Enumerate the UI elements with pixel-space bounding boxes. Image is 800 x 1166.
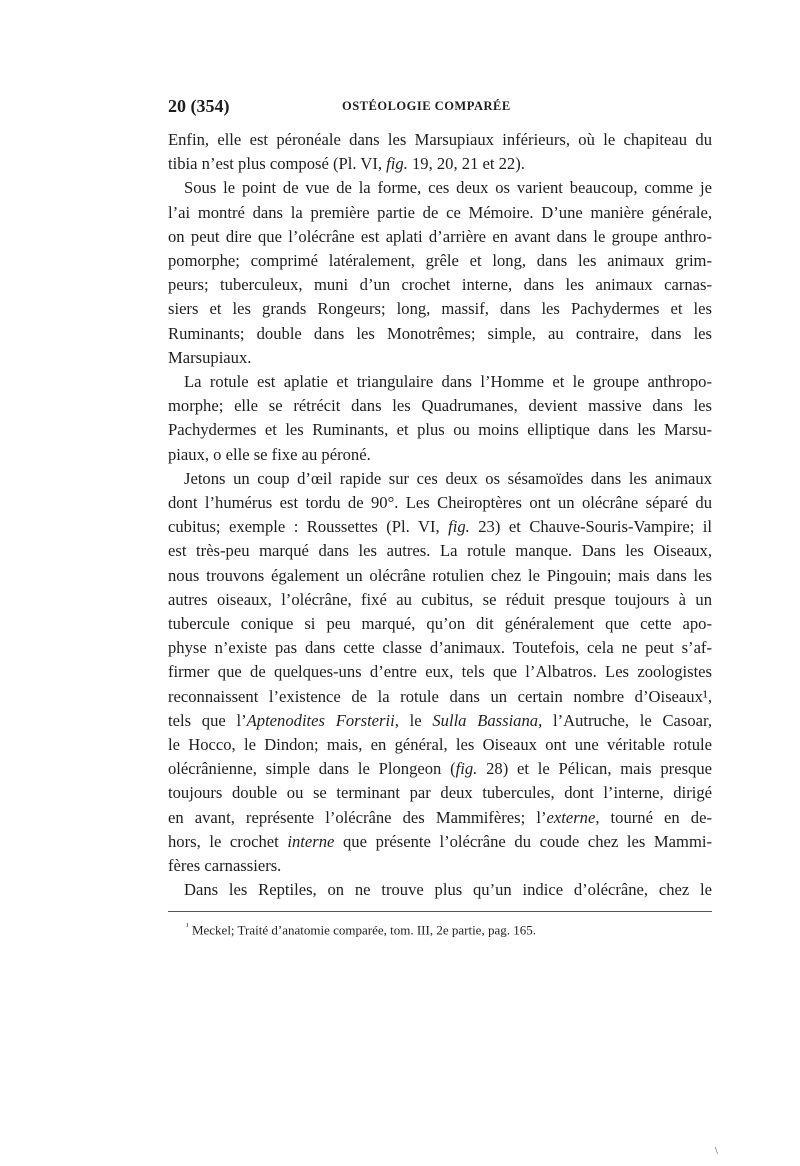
text-line: Marsupiaux. bbox=[168, 347, 252, 367]
text-line: Jetons un coup d’œil rapide sur ces deux os sésamoïdes dans les animaux bbox=[184, 468, 712, 488]
text-line: tibia n’est plus composé (Pl. VI, fig. 19, 20, 21 et 22). bbox=[168, 154, 525, 174]
text-line: autres oiseaux, l’olécrâne, fixé au cubitus, se réduit presque toujours à un bbox=[168, 589, 712, 609]
footnote-marker: ¹ bbox=[186, 920, 189, 931]
text-line: Ruminants; double dans les Monotrêmes; simple, au contraire, dans les bbox=[168, 323, 712, 343]
text-line: le Hocco, le Dindon; mais, en général, les Oiseaux ont une véritable rotule bbox=[168, 735, 712, 755]
text-line: est très-peu marqué dans les autres. La rotule manque. Dans les Oiseaux, bbox=[168, 541, 712, 561]
text-line: on peut dire que l’olécrâne est aplati d’arrière en avant dans le groupe anthro- bbox=[168, 226, 712, 246]
text-line: tels que l’Aptenodites Forsterii, le Sulla Bassiana, l’Autruche, le Casoar, bbox=[168, 710, 713, 730]
text-line: tubercule conique si peu marqué, qu’on dit généralement que cette apo- bbox=[168, 614, 712, 634]
text-line: Sous le point de vue de la forme, ces deux os varient beaucoup, comme je bbox=[184, 178, 712, 198]
text-line: La rotule est aplatie et triangulaire dans l’Homme et le groupe anthropo- bbox=[184, 372, 712, 392]
text-line: nous trouvons également un olécrâne rotulien chez le Pingouin; mais dans les bbox=[168, 565, 712, 585]
text-line: pomorphe; comprimé latéralement, grêle et long, dans les animaux grim- bbox=[168, 251, 712, 271]
text-line: firmer que de quelques-uns d’entre eux, tels que l’Albatros. Les zoologistes bbox=[168, 662, 712, 682]
footnote-text: Meckel; Traité d’anatomie comparée, tom. III, 2e partie, pag. 165. bbox=[191, 921, 536, 937]
text-line: siers et les grands Rongeurs; long, massif, dans les Pachydermes et les bbox=[168, 299, 712, 319]
text-line: fères carnassiers. bbox=[168, 856, 282, 876]
body-text bbox=[168, 128, 712, 903]
book-page bbox=[168, 96, 712, 939]
text-line: Enfin, elle est péronéale dans les Marsupiaux inférieurs, où le chapiteau du bbox=[168, 130, 712, 149]
text-line: Pachydermes et les Ruminants, et plus ou moins elliptique dans les Marsu- bbox=[168, 420, 712, 440]
page-mark: \ bbox=[715, 1146, 718, 1157]
running-title: OSTÉOLOGIE COMPARÉE bbox=[342, 99, 511, 113]
text-line: peurs; tuberculeux, muni d’un crochet interne, dans les animaux carnas- bbox=[168, 275, 712, 295]
text-line: physe n’existe pas dans cette classe d’animaux. Toutefois, cela ne peut s’af- bbox=[168, 638, 712, 658]
page-header bbox=[168, 96, 712, 120]
text-line: morphe; elle se rétrécit dans les Quadrumanes, devient massive dans les bbox=[168, 396, 712, 416]
footnote-rule bbox=[168, 911, 712, 912]
text-line: toujours double ou se terminant par deux tubercules, dont l’interne, dirigé bbox=[168, 783, 712, 803]
text-line: olécrânienne, simple dans le Plongeon (fig. 28) et le Pélican, mais presque bbox=[168, 759, 712, 779]
text-line: Dans les Reptiles, on ne trouve plus qu’un indice d’olécrâne, chez le bbox=[184, 880, 712, 900]
page-number: 20 (354) bbox=[168, 96, 230, 116]
text-line: dont l’humérus est tordu de 90°. Les Cheiroptères ont un olécrâne séparé du bbox=[168, 493, 712, 513]
text-line: piaux, o elle se fixe au péroné. bbox=[168, 444, 371, 464]
footnote bbox=[168, 917, 712, 939]
text-line: en avant, représente l’olécrâne des Mammifères; l’externe, tourné en de- bbox=[168, 807, 712, 827]
text-line: hors, le crochet interne que présente l’olécrâne du coude chez les Mammi- bbox=[168, 831, 712, 851]
text-line: cubitus; exemple : Roussettes (Pl. VI, fig. 23) et Chauve-Souris-Vampire; il bbox=[168, 517, 713, 537]
text-line: l’ai montré dans la première partie de ce Mémoire. D’une manière générale, bbox=[168, 202, 712, 222]
text-line: reconnaissent l’existence de la rotule dans un certain nombre d’Oiseaux¹, bbox=[168, 686, 712, 706]
